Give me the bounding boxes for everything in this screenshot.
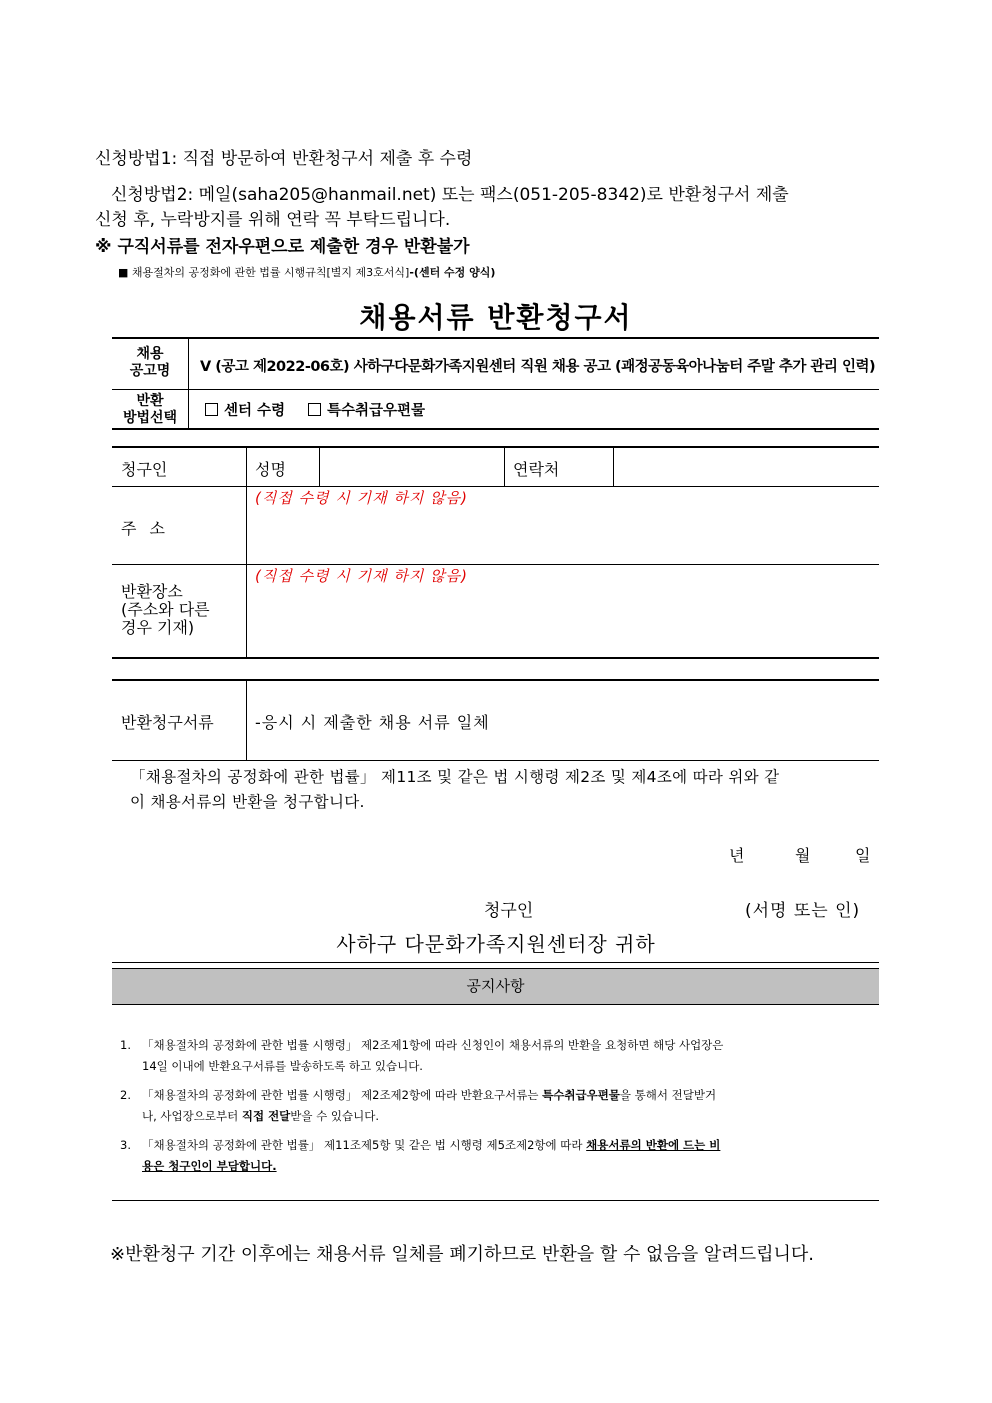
contact-label: 연락처 bbox=[513, 460, 560, 479]
notice-list bbox=[120, 1035, 875, 1177]
method2-text: 신청방법2: 메일(saha205@hanmail.net) 또는 팩스(051-205-8342)로 반환청구서 제출 bbox=[111, 185, 789, 205]
sign-placeholder: (서명 또는 인) bbox=[745, 901, 861, 921]
footer-notice: ※반환청구 기간 이후에는 채용서류 일체를 폐기하므로 반환을 할 수 없음을 알려드립니다. bbox=[110, 1244, 814, 1265]
method1-text: 신청방법1: 직접 방문하여 반환청구서 제출 후 수령 bbox=[95, 149, 473, 169]
docs-value: -응시 시 제출한 채용 서류 일체 bbox=[255, 713, 490, 732]
claimant-sign-label: 청구인 bbox=[484, 901, 534, 921]
checkbox-icon[interactable] bbox=[308, 403, 321, 416]
method-label: 반환 방법선택 bbox=[122, 393, 178, 426]
docs-label: 반환청구서류 bbox=[121, 713, 214, 732]
notice-header: 공지사항 bbox=[112, 968, 879, 1005]
notice-item: 1. 「채용절차의 공정화에 관한 법률 시행령」 제2조제1항에 따라 신청인이 채용서류의 반환을 요청하면 해당 사업장은 14일 이내에 반환요구서류를 발송하도록 하고 있습니다. bbox=[120, 1038, 724, 1073]
date-year: 년 bbox=[729, 846, 745, 865]
notice-label: 채용 공고명 bbox=[112, 346, 188, 380]
rule-note-bold: -(센터 수정 양식) bbox=[409, 266, 496, 279]
option-center[interactable]: 센터 수령 bbox=[205, 399, 285, 420]
option-mail[interactable]: 특수취급우편물 bbox=[308, 399, 425, 420]
date-month: 월 bbox=[795, 846, 811, 865]
statement-line1: 「채용절차의 공정화에 관한 법률」 제11조 및 같은 법 시행령 제2조 및 제4조에 따라 위와 같 bbox=[130, 768, 780, 786]
recipient: 사하구 다문화가족지원센터장 귀하 bbox=[336, 932, 656, 956]
address-hint: (직접 수령 시 기재 하지 않음) bbox=[255, 489, 468, 507]
claimant-label: 청구인 bbox=[121, 460, 168, 479]
checkbox-icon[interactable] bbox=[205, 403, 218, 416]
name-label: 성명 bbox=[255, 460, 286, 479]
notice-item: 2. 「채용절차의 공정화에 관한 법률 시행령」 제2조제2항에 따라 반환요구서류는 특수취급우편물을 통해서 전달받거 나, 사업장으로부터 직접 전달받을 수 있습니다. bbox=[120, 1088, 717, 1123]
rule-note-text: ■ 채용절차의 공정화에 관한 법률 시행규칙[별지 제3호서식] bbox=[118, 266, 410, 279]
return-place-label: 반환장소 (주소와 다른 경우 기재) bbox=[121, 582, 210, 637]
form-title: 채용서류 반환청구서 bbox=[359, 301, 633, 334]
address-label: 주 소 bbox=[121, 519, 169, 538]
notice-value: V (공고 제2022-06호) 사하구다문화가족지원센터 직원 채용 공고 (괘정공동육아나눔터 주말 추가 관리 인력) bbox=[200, 359, 876, 375]
rule-note bbox=[118, 264, 495, 280]
return-place-hint: (직접 수령 시 기재 하지 않음) bbox=[255, 567, 468, 585]
notice-item: 3. 「채용절차의 공정화에 관한 법률」 제11조제5항 및 같은 법 시행령 제5조제2항에 따라 채용서류의 반환에 드는 비 용은 청구인이 부담합니다. bbox=[120, 1138, 721, 1173]
warning-text: ※ 구직서류를 전자우편으로 제출한 경우 반환불가 bbox=[95, 237, 470, 257]
statement-line2: 이 채용서류의 반환을 청구합니다. bbox=[130, 793, 365, 811]
date-day: 일 bbox=[855, 846, 871, 865]
method2-cont-text: 신청 후, 누락방지를 위해 연락 꼭 부탁드립니다. bbox=[95, 210, 451, 230]
